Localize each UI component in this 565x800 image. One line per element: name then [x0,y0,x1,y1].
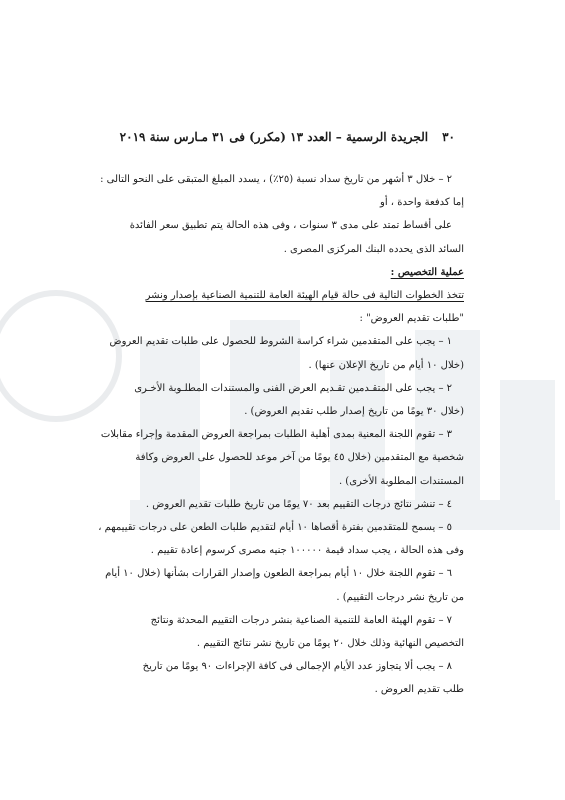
page-number: ٣٠ [442,130,455,144]
body-line: "طلبات تقديم العروض" : [359,313,464,325]
body-line: شخصية مع المتقدمين (خلال ٤٥ يومًا من آخر موعد للحصول على العروض وكافة [135,452,464,464]
body-line: (خلال ١٠ أيام من تاريخ الإعلان عنها) . [308,359,464,371]
body-line: من تاريخ نشر درجات التقييم) . [336,591,464,603]
body-line: ٢ – يجب على المتقـدمين تقـديم العرض الفنى والمستندات المطلـوبة الأخـرى [134,382,452,394]
body-line: إما كدفعة واحدة ، أو [380,197,464,209]
body-line: على أقساط تمتد على مدى ٣ سنوات ، وفى هذه الحالة يتم تطبيق سعر الفائدة [129,220,452,232]
body-line: (خلال ٣٠ يومًا من تاريخ إصدار طلب تقديم العروض) . [244,406,464,418]
body-line: التخصيص النهائية وذلك خلال ٢٠ يومًا من تاريخ نشر نتائج التقييم . [196,638,464,650]
body-line: ١ – يجب على المتقدمين شراء كراسة الشروط للحصول على طلبات تقديم العروض [109,336,452,348]
body-line: السائد الذى يحدده البنك المركزى المصرى . [283,243,464,255]
body-line: المستندات المطلوبة الأخرى) . [338,475,464,487]
gazette-title: الجريدة الرسمية – العدد ١٣ (مكرر) فى ٣١ مـارس سنة ٢٠١٩ [119,130,429,144]
body-line: ٦ – تقوم اللجنة خلال ١٠ أيام بمراجعة الطعون وإصدار القرارات بشأنها (خلال ١٠ أيام [105,568,452,580]
body-line: ٢ – خلال ٣ أشهر من تاريخ سداد نسبة (٢٥٪) ، يسدد المبلغ المتبقى على النحو التالى : [100,174,452,185]
body-line: ٨ – يجب ألا يتجاوز عدد الأيام الإجمالى فى كافة الإجراءات ٩٠ يومًا من تاريخ [142,661,452,673]
page-header [115,128,455,146]
body-line: وفى هذه الحالة ، يجب سداد قيمة ١٠٠٠٠٠ جنيه مصرى كرسوم إعادة تقييم . [150,545,464,557]
body-line: ٥ – يسمح للمتقدمين بفترة أقصاها ١٠ أيام لتقديم طلبات الطعن على درجات تقييمهم ، [98,522,452,534]
body-line: تتخذ الخطوات التالية فى حالة قيام الهيئة العامة للتنمية الصناعية بإصدار ونشر [145,290,464,302]
body-line: ٧ – تقوم الهيئة العامة للتنمية الصناعية بنشر درجات التقييم المحدثة ونتائج [150,614,452,626]
body-line: ٤ – تنشر نتائج درجات التقييم بعد ٧٠ يومًا من تاريخ طلبات تقديم العروض . [145,498,452,510]
document-body [70,168,464,702]
body-line: ٣ – تقوم اللجنة المعنية بمدى أهلية الطلبات بمراجعة العروض المقدمة وإجراء مقابلات [100,429,452,441]
body-line: طلب تقديم العروض . [374,684,464,696]
section-title: عملية التخصيص : [390,266,464,278]
